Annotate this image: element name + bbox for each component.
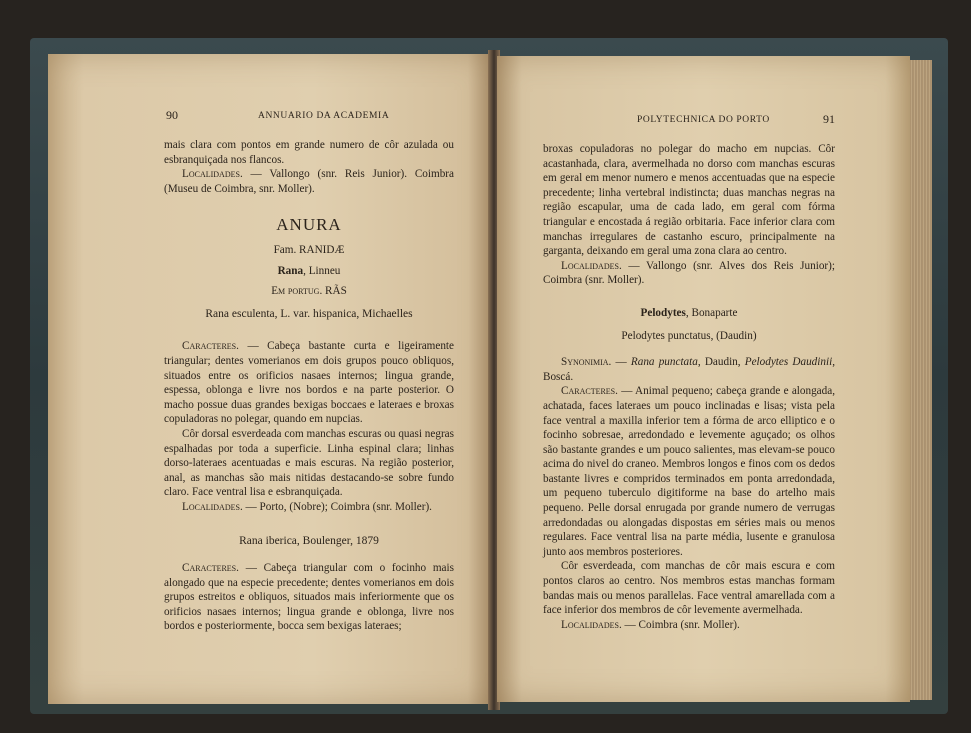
text: — Animal pequeno; cabeça grande e alongada, achatada, faces lateraes um pouco inclinadas e lisas; vista pela face ventral a maxilla inferior tem a fórma de arco elliptico e o focinho sobresae, arredondado e levemente aguçado; os olhos são bastante grandes e um pouco salientes, mas elevam-se pouco acima do nivel do craneo. Membros longos e finos com os dedos bastante livres e compridos terminados em ponta arredondada, um pequeno tuberculo digitiforme na base do artelho mais pequeno. Pelle dorsal enrugada por grande numero de verrugas arredondadas ou alongadas dispostas em séries mais ou menos regulares. Face ventral lisa na parte média, lusente e granulosa junto aos membros posteriores. xyxy=(543,385,835,558)
text: — Vallongo (snr. Reis Junior). Coimbra (Museu de Coimbra, snr. Moller). xyxy=(164,168,454,195)
label: Localidades. xyxy=(182,500,243,513)
text: — xyxy=(611,356,631,369)
genus-name: Rana xyxy=(277,264,304,277)
label: Caracteres. xyxy=(561,385,618,398)
text: — Coimbra (snr. Moller). xyxy=(621,618,740,631)
page-number: 90 xyxy=(166,108,178,122)
running-head: ANNUARIO DA ACADEMIA xyxy=(258,111,390,121)
caracteres-paragraph xyxy=(543,384,835,559)
common-name: Em portug. RÃS xyxy=(271,285,347,298)
text: — Cabeça bastante curta e ligeiramente triangular; dentes vomerianos em dois grupos pouco obliquos, situados entre os orificios nasaes internos; lingua grande, espessa, oblonga e livre nos bordos e na parte posterior. O macho possue duas grandes bexigas boccaes e lateraes e broxas copuladoras no polegar, quando em nupcias. xyxy=(164,340,454,426)
page-edges xyxy=(910,60,932,700)
synonimia-paragraph xyxy=(543,355,835,384)
color-paragraph: Côr esverdeada, com manchas de côr mais escura e com pontos claros ao centro. Nos membros estas manchas formam bandas mais ou menos parallelas. Face ventral amarellada com a face inferior dos membros de côr levemente avermelhada. xyxy=(543,560,835,617)
text: — Vallongo (snr. Alves dos Reis Junior); Coimbra (snr. Moller). xyxy=(543,259,835,287)
localidades-paragraph xyxy=(164,500,454,515)
label: Caracteres. xyxy=(182,340,239,353)
label: Caracteres. xyxy=(182,562,239,575)
localidades-paragraph xyxy=(543,259,835,288)
label: Synonimia. xyxy=(561,356,612,369)
species-heading: Rana iberica, Boulenger, 1879 xyxy=(239,535,379,548)
localidades-paragraph xyxy=(164,167,454,196)
species-heading: Rana esculenta, L. var. hispanica, Michaelles xyxy=(205,307,413,320)
label: Localidades. xyxy=(561,259,622,272)
caracteres-paragraph xyxy=(164,561,454,634)
text: — Porto, (Nobre); Coimbra (snr. Moller). xyxy=(242,500,432,513)
section-title: ANURA xyxy=(276,215,342,235)
left-page-body xyxy=(164,138,454,634)
synonym: Rana punctata xyxy=(630,356,698,369)
right-page-body xyxy=(543,142,835,632)
text: , Daudin, xyxy=(697,356,745,369)
genus-name: Pelodytes xyxy=(640,306,686,319)
page-number: 91 xyxy=(823,112,835,126)
left-page xyxy=(48,54,490,704)
genus-author: , Bonaparte xyxy=(685,306,738,319)
genus-heading xyxy=(543,306,835,321)
text: , Boscá. xyxy=(543,356,835,383)
family-heading: Fam. RANIDÆ xyxy=(273,243,345,256)
caracteres-paragraph xyxy=(164,339,454,427)
paragraph: broxas copuladoras no polegar do macho em nupcias. Côr acastanhada, clara, avermelhada no dorso com manchas escuras em geral em menor numero e menos accentuadas que na especie precedente; linha vertebral indistincta; duas manchas negras na região escapular, uma de cada lado, em geral com fórma triangular e encostada á região orbitaria. Face inferior clara com manchas irregulares de castanho escuro, principalmente na garganta, deixando em geral uma zona clara ao centro. xyxy=(543,143,835,258)
localidades-paragraph xyxy=(543,618,835,633)
running-head: POLYTECHNICA DO PORTO xyxy=(637,115,770,125)
genus-heading xyxy=(164,264,454,279)
synonym: Pelodytes Daudinii xyxy=(744,356,833,369)
paragraph: mais clara com pontos em grande numero de côr azulada ou esbranquiçada nos flancos. xyxy=(164,139,454,166)
label: Localidades. xyxy=(561,618,622,631)
label: Localidades. xyxy=(182,168,243,181)
text: — Cabeça triangular com o focinho mais alongado que na especie precedente; dentes vomerianos em dois grupos estreitos e obliquos, situados mais inferiormente que os orificios nasaes internos; lingua grande e oblonga, livre nos bordos e posteriormente, bocca sem bexigas lateraes; xyxy=(164,562,454,633)
species-heading: Pelodytes punctatus, (Daudin) xyxy=(621,329,757,342)
right-page xyxy=(497,56,910,702)
genus-author: , Linneu xyxy=(303,264,341,277)
color-paragraph: Côr dorsal esverdeada com manchas escuras ou quasi negras espalhadas por toda a superficie. Linha espinal clara; linhas dorso-lateraes acentuadas e mais escuras. Na região posterior, anal, as manchas são mais nitidas destacando-se sobre fundo claro. Face ventral lisa e esbranquiçada. xyxy=(164,427,454,499)
